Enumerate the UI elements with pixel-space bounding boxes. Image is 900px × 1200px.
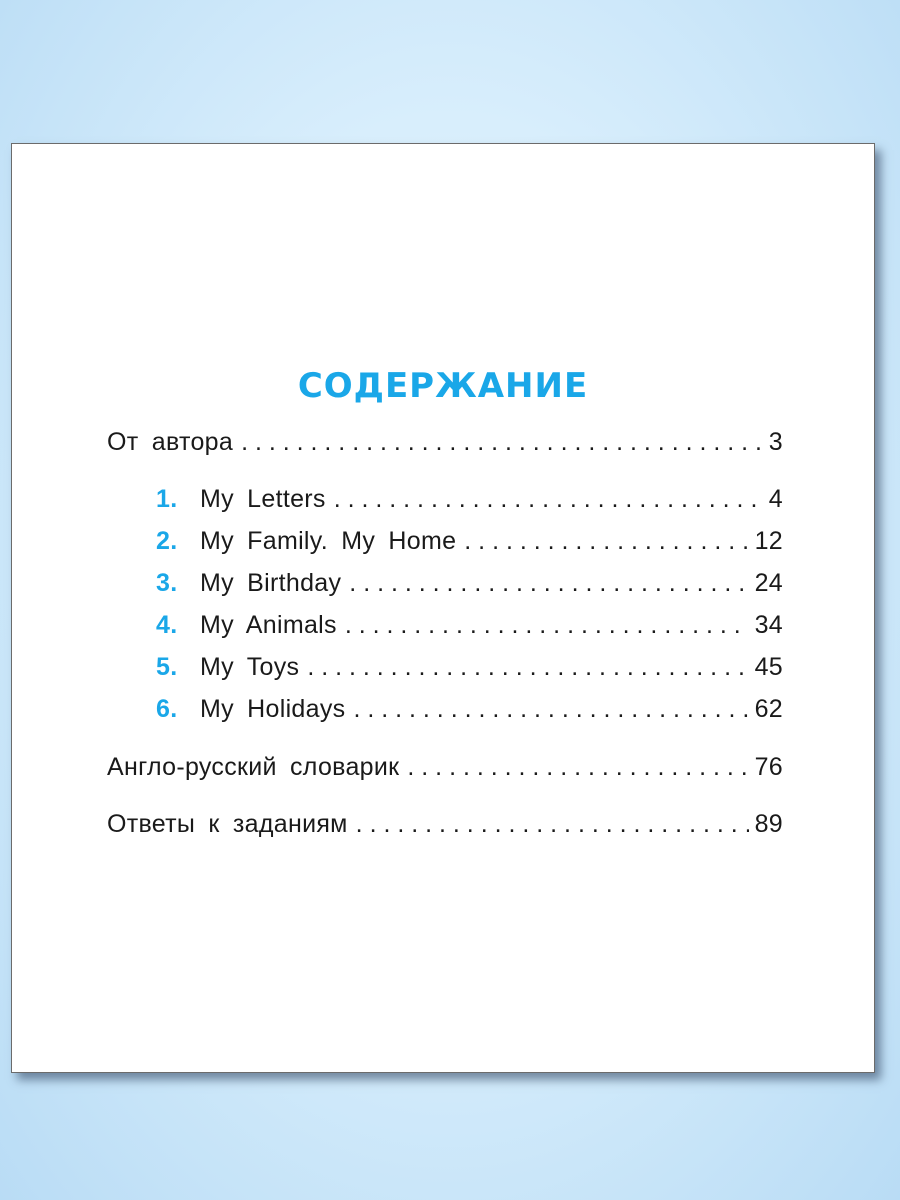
dot-leader	[353, 691, 748, 727]
chapter-number: 1.	[156, 485, 178, 513]
chapter-number: 3.	[156, 569, 178, 597]
toc-entry-label: My Animals	[200, 611, 337, 639]
toc-entry-chapter-1[interactable]	[156, 481, 783, 517]
toc-entry-chapter-4[interactable]	[156, 607, 783, 643]
toc-entry-answers[interactable]	[107, 806, 783, 842]
toc-page-number: 24	[754, 569, 783, 597]
toc-title: СОДЕРЖАНИЕ	[297, 366, 589, 406]
chapter-number: 4.	[156, 611, 178, 639]
toc-entry-dictionary[interactable]	[107, 749, 783, 785]
dot-leader	[241, 424, 763, 460]
toc-entry-chapter-5[interactable]	[156, 649, 783, 685]
dot-leader	[407, 749, 748, 785]
toc-page-number: 76	[754, 753, 783, 781]
toc-page-number: 34	[754, 611, 783, 639]
toc-entry-label: My Birthday	[200, 569, 342, 597]
toc-page-number: 45	[754, 653, 783, 681]
dot-leader	[345, 607, 749, 643]
toc-page-number: 89	[754, 810, 783, 838]
toc-entry-label: От автора	[107, 428, 234, 456]
chapter-number: 2.	[156, 527, 178, 555]
dot-leader	[349, 565, 748, 601]
toc-entry-label: Ответы к заданиям	[107, 810, 348, 838]
toc-entry-chapter-2[interactable]	[156, 523, 783, 559]
chapter-number: 5.	[156, 653, 178, 681]
dot-leader	[356, 806, 749, 842]
toc-entry-label: My Holidays	[200, 695, 346, 723]
toc-entry-label: My Letters	[200, 485, 326, 513]
chapter-number: 6.	[156, 695, 178, 723]
toc-entry-label: My Toys	[200, 653, 300, 681]
toc-page-number: 62	[754, 695, 783, 723]
book-page	[11, 143, 875, 1073]
toc-entry-label: Англо-русский словарик	[107, 753, 400, 781]
dot-leader	[334, 481, 763, 517]
toc-page-number: 12	[754, 527, 783, 555]
toc-page-number: 4	[768, 485, 783, 513]
dot-leader	[464, 523, 748, 559]
toc-entry-label: My Family. My Home	[200, 527, 457, 555]
dot-leader	[307, 649, 748, 685]
toc-entry-chapter-3[interactable]	[156, 565, 783, 601]
toc-entry-intro[interactable]	[107, 424, 783, 460]
toc-page-number: 3	[768, 428, 783, 456]
toc-entry-chapter-6[interactable]	[156, 691, 783, 727]
